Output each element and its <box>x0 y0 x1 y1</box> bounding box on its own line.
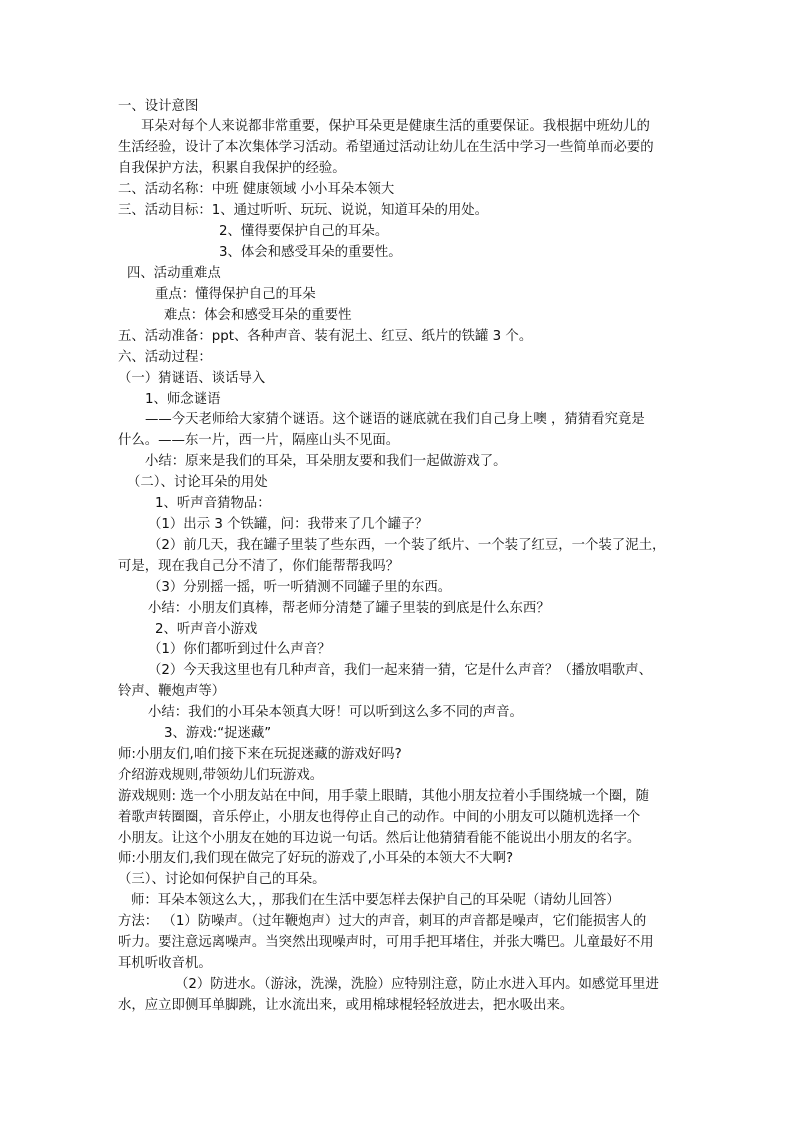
paragraph-line: 什么。——东一片，西一片，隔座山头不见面。 <box>118 433 400 448</box>
heading-key-points: 四、活动重难点 <box>127 266 221 281</box>
section-heading: （二）、讨论耳朵的用处 <box>127 475 268 490</box>
paragraph-line: 水，应立即侧耳单脚跳，让水流出来，或用棉球棍轻轻放进去，把水吸出来。 <box>118 998 574 1013</box>
section-heading: （三）、讨论如何保护自己的耳朵。 <box>118 872 326 887</box>
paragraph-line: 听力。要注意远离噪声。当突然出现噪声时，可用手把耳堵住，并张大嘴巴。儿童最好不用 <box>118 935 654 950</box>
heading-process: 六、活动过程： <box>118 350 212 365</box>
paragraph-line: ——今天老师给大家猜个谜语。这个谜语的谜底就在我们自己身上噢 ，猜猜看究竟是 <box>145 412 645 427</box>
paragraph-line: 小朋友。让这个小朋友在她的耳边说一句话。然后让他猜猜看能不能说出小朋友的名字。 <box>118 831 641 846</box>
paragraph-line: 师:小朋友们,咱们接下来在玩捉迷藏的游戏好吗? <box>118 747 402 762</box>
paragraph-line: （3）分别摇一摇，听一听猜测不同罐子里的东西。 <box>148 580 452 595</box>
paragraph-line: （2）今天我这里也有几种声音，我们一起来猜一猜，它是什么声音？（播放唱歌声、 <box>148 663 652 678</box>
paragraph-line: 铃声、鞭炮声等） <box>118 684 226 699</box>
paragraph-line: 师:小朋友们,我们现在做完了好玩的游戏了,小耳朵的本领大不大啊? <box>118 851 514 866</box>
summary-line: 小结：小朋友们真棒，帮老师分清楚了罐子里装的到底是什么东西？ <box>148 601 550 616</box>
step-heading: 1、听声音猜物品： <box>155 496 271 511</box>
paragraph-line: （2）前几天，我在罐子里装了些东西，一个装了纸片、一个装了红豆，一个装了泥土， <box>148 538 666 553</box>
step-heading: 1、师念谜语 <box>145 392 221 407</box>
summary-line: 小结：原来是我们的耳朵，耳朵朋友要和我们一起做游戏了。 <box>145 454 507 469</box>
paragraph-line: 师：耳朵本领这么大，，那我们在生活中要怎样去保护自己的耳朵呢（请幼儿回答） <box>131 893 620 908</box>
paragraph-line: 可是，现在我自己分不清了，你们能帮帮我吗？ <box>118 559 400 574</box>
heading-design-intent: 一、设计意图 <box>118 99 199 114</box>
goal-item: 2、懂得要保护自己的耳朵。 <box>219 224 389 239</box>
paragraph-line: 方法： （1）防噪声。（过年鞭炮声）过大的声音，刺耳的声音都是噪声，它们能损害人的 <box>118 914 647 929</box>
summary-line: 小结：我们的小耳朵本领真大呀！可以听到这么多不同的声音。 <box>148 705 523 720</box>
heading-preparation: 五、活动准备：ppt、各种声音、装有泥土、红豆、纸片的铁罐 3 个。 <box>118 329 533 344</box>
paragraph-line: 耳朵对每个人来说都非常重要，保护耳朵更是健康生活的重要保证。我根据中班幼儿的 <box>141 119 650 134</box>
paragraph-line: 着歌声转圈圈，音乐停止，小朋友也得停止自己的动作。中间的小朋友可以随机选择一个 <box>118 810 641 825</box>
paragraph-line: （1）你们都听到过什么声音？ <box>148 642 331 657</box>
goal-item: 3、体会和感受耳朵的重要性。 <box>219 245 402 260</box>
step-heading: 2、听声音小游戏 <box>155 622 258 637</box>
paragraph-line: 游戏规则: 选一个小朋友站在中间，用手蒙上眼睛，其他小朋友拉着小手围绕城一个圈，随 <box>118 789 649 804</box>
paragraph-line: 耳机听收音机。 <box>118 956 212 971</box>
step-heading: 3、游戏:“捉迷藏” <box>164 726 272 741</box>
paragraph-line: 自我保护方法，积累自我保护的经验。 <box>118 161 346 176</box>
paragraph-line: （1）出示 3 个铁罐，问：我带来了几个罐子？ <box>148 517 428 532</box>
section-heading: （一）猜谜语、谈话导入 <box>118 371 266 386</box>
key-point: 重点：懂得保护自己的耳朵 <box>155 287 316 302</box>
paragraph-line: 生活经验，设计了本次集体学习活动。希望通过活动让幼儿在生活中学习一些简单而必要的 <box>118 140 654 155</box>
difficult-point: 难点：体会和感受耳朵的重要性 <box>164 308 352 323</box>
heading-activity-goals: 三、活动目标：1、通过听听、玩玩、说说，知道耳朵的用处。 <box>118 203 489 218</box>
paragraph-line: （2）防进水。（游泳，洗澡，洗脸）应特别注意，防止水进入耳内。如感觉耳里进 <box>175 977 659 992</box>
heading-activity-name: 二、活动名称：中班 健康领域 小小耳朵本领大 <box>118 182 395 197</box>
paragraph-line: 介绍游戏规则,带领幼儿们玩游戏。 <box>118 768 324 783</box>
